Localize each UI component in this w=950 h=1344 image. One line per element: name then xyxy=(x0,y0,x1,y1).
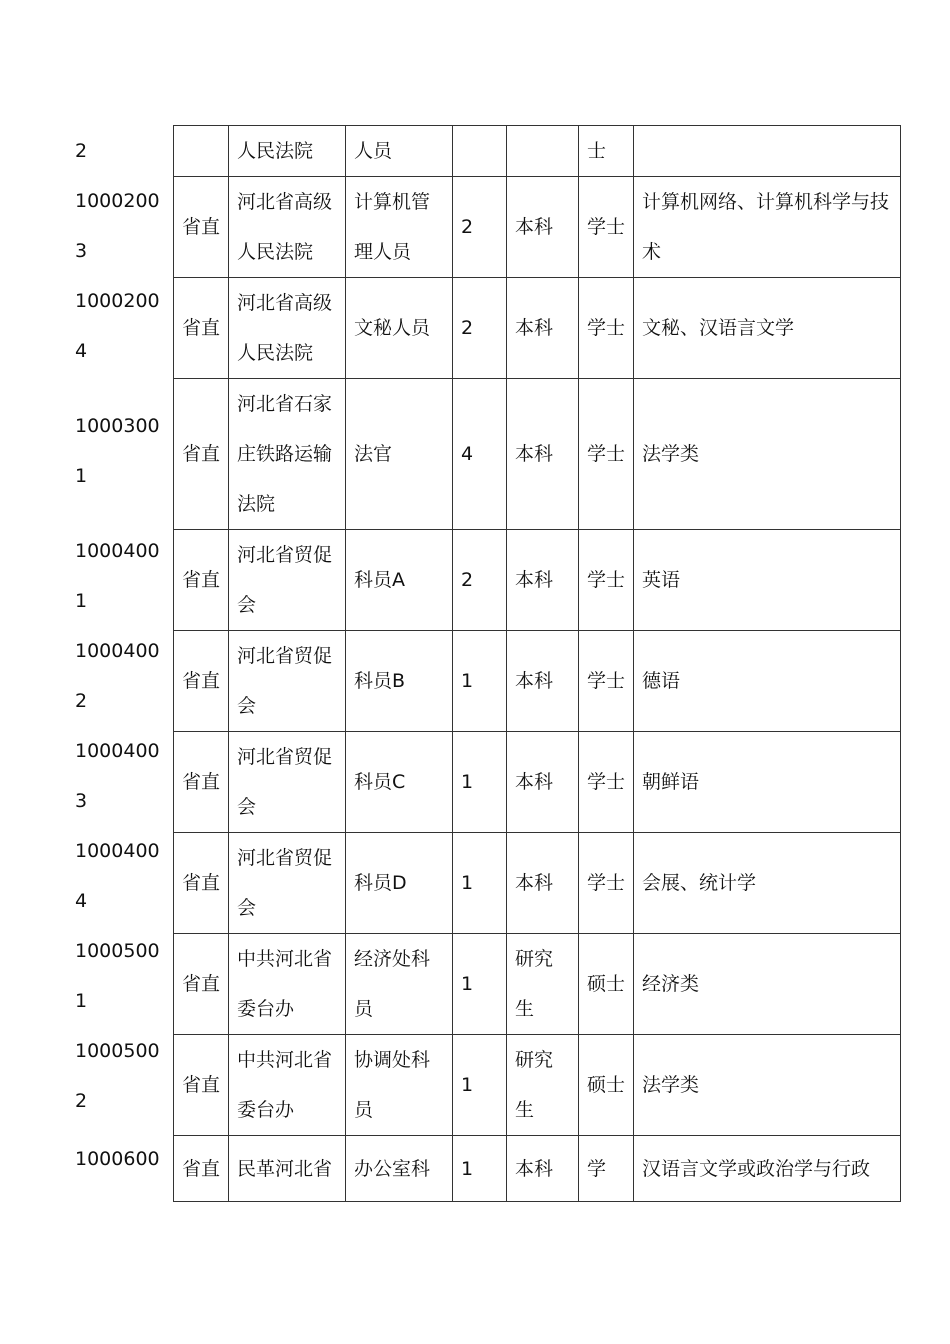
position-cell: 文秘人员 xyxy=(346,278,453,379)
count-cell: 2 xyxy=(453,177,507,278)
major-cell: 法学类 xyxy=(634,379,901,530)
position-cell: 科员A xyxy=(346,530,453,631)
position-cell: 协调处科员 xyxy=(346,1035,453,1136)
position-code: 1000500 2 xyxy=(75,1040,160,1112)
major-cell: 经济类 xyxy=(634,934,901,1035)
education-cell xyxy=(507,126,579,177)
count-cell: 2 xyxy=(453,278,507,379)
recruitment-table xyxy=(173,125,901,1202)
count-cell: 1 xyxy=(453,732,507,833)
count-cell: 4 xyxy=(453,379,507,530)
area-cell: 省直 xyxy=(174,1136,229,1202)
position-code: 1000200 4 xyxy=(75,290,160,362)
count-cell: 1 xyxy=(453,934,507,1035)
position-code: 1000600 xyxy=(75,1148,160,1170)
count-cell: 1 xyxy=(453,833,507,934)
education-cell: 研究生 xyxy=(507,1035,579,1136)
degree-cell: 硕士 xyxy=(579,1035,634,1136)
position-code: 1000200 3 xyxy=(75,190,160,262)
area-cell: 省直 xyxy=(174,833,229,934)
position-code-column xyxy=(75,125,171,1192)
position-cell: 科员B xyxy=(346,631,453,732)
degree-cell: 学士 xyxy=(579,530,634,631)
position-code: 1000300 1 xyxy=(75,415,160,487)
education-cell: 本科 xyxy=(507,833,579,934)
table-row xyxy=(174,126,901,177)
area-cell: 省直 xyxy=(174,379,229,530)
education-cell: 本科 xyxy=(507,732,579,833)
degree-cell: 学士 xyxy=(579,278,634,379)
degree-cell: 学士 xyxy=(579,732,634,833)
table-row xyxy=(174,833,901,934)
table-row xyxy=(174,934,901,1035)
position-code: 1000400 4 xyxy=(75,840,160,912)
position-cell: 人员 xyxy=(346,126,453,177)
area-cell: 省直 xyxy=(174,177,229,278)
table-row xyxy=(174,1035,901,1136)
unit-cell: 河北省贸促会 xyxy=(229,631,346,732)
unit-cell: 中共河北省委台办 xyxy=(229,934,346,1035)
unit-cell: 民革河北省 xyxy=(229,1136,346,1202)
unit-cell: 河北省贸促会 xyxy=(229,530,346,631)
education-cell: 本科 xyxy=(507,1136,579,1202)
major-cell: 计算机网络、计算机科学与技术 xyxy=(634,177,901,278)
table-row xyxy=(174,379,901,530)
table-row xyxy=(174,732,901,833)
position-cell: 办公室科 xyxy=(346,1136,453,1202)
table-row xyxy=(174,530,901,631)
area-cell xyxy=(174,126,229,177)
unit-cell: 河北省高级人民法院 xyxy=(229,177,346,278)
position-code: 1000400 1 xyxy=(75,540,160,612)
position-code: 1000400 3 xyxy=(75,740,160,812)
degree-cell: 学士 xyxy=(579,379,634,530)
area-cell: 省直 xyxy=(174,1035,229,1136)
position-code: 1000500 1 xyxy=(75,940,160,1012)
education-cell: 本科 xyxy=(507,177,579,278)
area-cell: 省直 xyxy=(174,732,229,833)
area-cell: 省直 xyxy=(174,278,229,379)
table-row xyxy=(174,278,901,379)
unit-cell: 河北省高级人民法院 xyxy=(229,278,346,379)
position-cell: 计算机管理人员 xyxy=(346,177,453,278)
major-cell: 汉语言文学或政治学与行政 xyxy=(634,1136,901,1202)
degree-cell: 学士 xyxy=(579,177,634,278)
table-row xyxy=(174,631,901,732)
position-cell: 科员C xyxy=(346,732,453,833)
major-cell: 会展、统计学 xyxy=(634,833,901,934)
degree-cell: 学士 xyxy=(579,631,634,732)
count-cell: 1 xyxy=(453,1136,507,1202)
area-cell: 省直 xyxy=(174,631,229,732)
unit-cell: 河北省石家庄铁路运输法院 xyxy=(229,379,346,530)
degree-cell: 学士 xyxy=(579,833,634,934)
education-cell: 研究生 xyxy=(507,934,579,1035)
major-cell: 德语 xyxy=(634,631,901,732)
position-cell: 经济处科员 xyxy=(346,934,453,1035)
count-cell xyxy=(453,126,507,177)
unit-cell: 中共河北省委台办 xyxy=(229,1035,346,1136)
unit-cell: 河北省贸促会 xyxy=(229,833,346,934)
unit-cell: 河北省贸促会 xyxy=(229,732,346,833)
table-row xyxy=(174,177,901,278)
table-row xyxy=(174,1136,901,1202)
position-cell: 法官 xyxy=(346,379,453,530)
count-cell: 1 xyxy=(453,631,507,732)
position-code: 1000400 2 xyxy=(75,640,160,712)
position-cell: 科员D xyxy=(346,833,453,934)
education-cell: 本科 xyxy=(507,530,579,631)
position-code: 2 xyxy=(75,139,88,162)
major-cell xyxy=(634,126,901,177)
count-cell: 1 xyxy=(453,1035,507,1136)
unit-cell: 人民法院 xyxy=(229,126,346,177)
major-cell: 朝鲜语 xyxy=(634,732,901,833)
area-cell: 省直 xyxy=(174,934,229,1035)
degree-cell: 硕士 xyxy=(579,934,634,1035)
major-cell: 文秘、汉语言文学 xyxy=(634,278,901,379)
education-cell: 本科 xyxy=(507,631,579,732)
education-cell: 本科 xyxy=(507,379,579,530)
major-cell: 法学类 xyxy=(634,1035,901,1136)
area-cell: 省直 xyxy=(174,530,229,631)
major-cell: 英语 xyxy=(634,530,901,631)
education-cell: 本科 xyxy=(507,278,579,379)
degree-cell: 学 xyxy=(579,1136,634,1202)
degree-cell: 士 xyxy=(579,126,634,177)
count-cell: 2 xyxy=(453,530,507,631)
